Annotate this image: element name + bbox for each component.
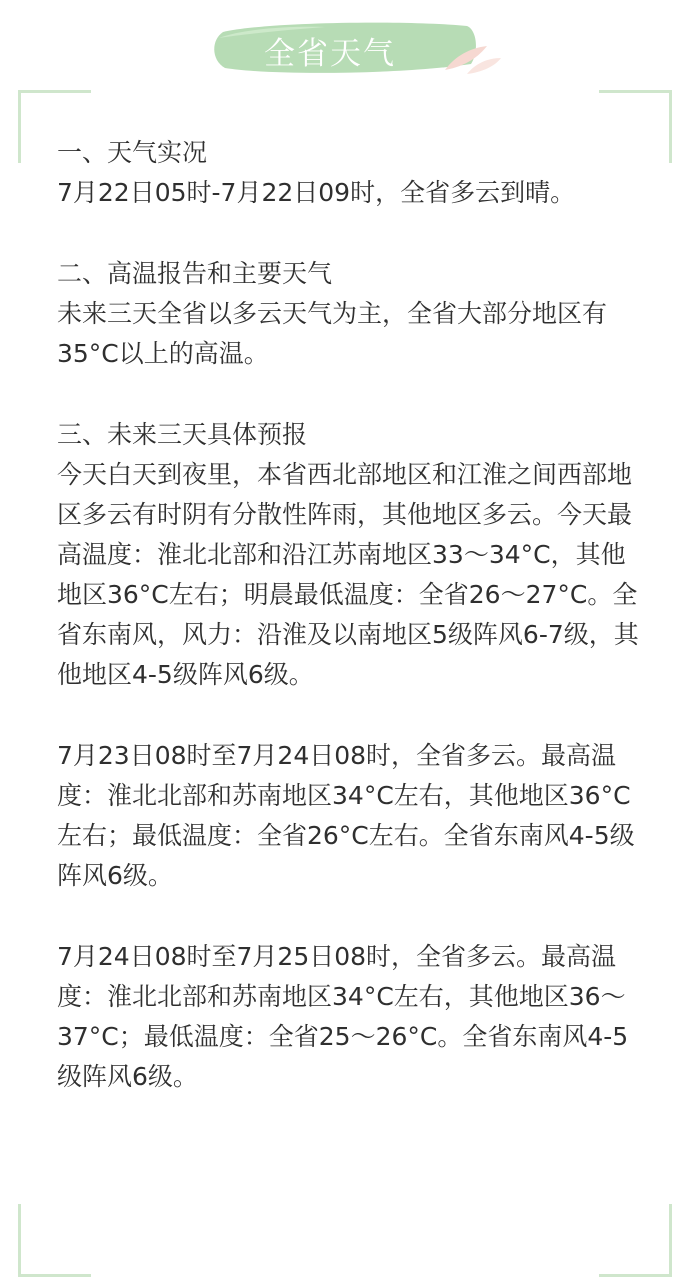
observation-text: 7月22日05时-7月22日09时，全省多云到晴。 xyxy=(57,178,576,207)
forecast-day3-text: 7月24日08时至7月25日08时，全省多云。最高温度：淮北北部和苏南地区34°C左右，其他地区36～37°C；最低温度：全省25～26°C。全省东南风4-5级阵风6级。 xyxy=(57,942,629,1091)
page-title: 全省天气 xyxy=(264,36,396,72)
title-banner xyxy=(205,12,505,84)
forecast-day2-text: 7月23日08时至7月24日08时，全省多云。最高温度：淮北北部和苏南地区34°C左右，其他地区36°C左右；最低温度：全省26°C左右。全省东南风4-5级阵风6级。 xyxy=(57,741,635,890)
forecast-today-text: 今天白天到夜里，本省西北部地区和江淮之间西部地区多云有时阴有分散性阵雨，其他地区多云。今天最高温度：淮北北部和沿江苏南地区33～34°C，其他地区36°C左右；明晨最低温度：全省26～27°C。全省东南风，风力：沿淮及以南地区5级阵风6-7级，其他地区4-5级阵风6级。 xyxy=(57,460,639,689)
weather-report xyxy=(57,133,647,1097)
section-heading-forecast: 三、未来三天具体预报 xyxy=(57,420,308,449)
high-temp-text: 未来三天全省以多云天气为主，全省大部分地区有35°C以上的高温。 xyxy=(57,299,608,368)
frame-corner-bottom-right xyxy=(599,1204,672,1277)
section-heading-observation: 一、天气实况 xyxy=(57,138,208,167)
section-heading-high-temp: 二、高温报告和主要天气 xyxy=(57,259,333,288)
frame-corner-bottom-left xyxy=(18,1204,91,1277)
